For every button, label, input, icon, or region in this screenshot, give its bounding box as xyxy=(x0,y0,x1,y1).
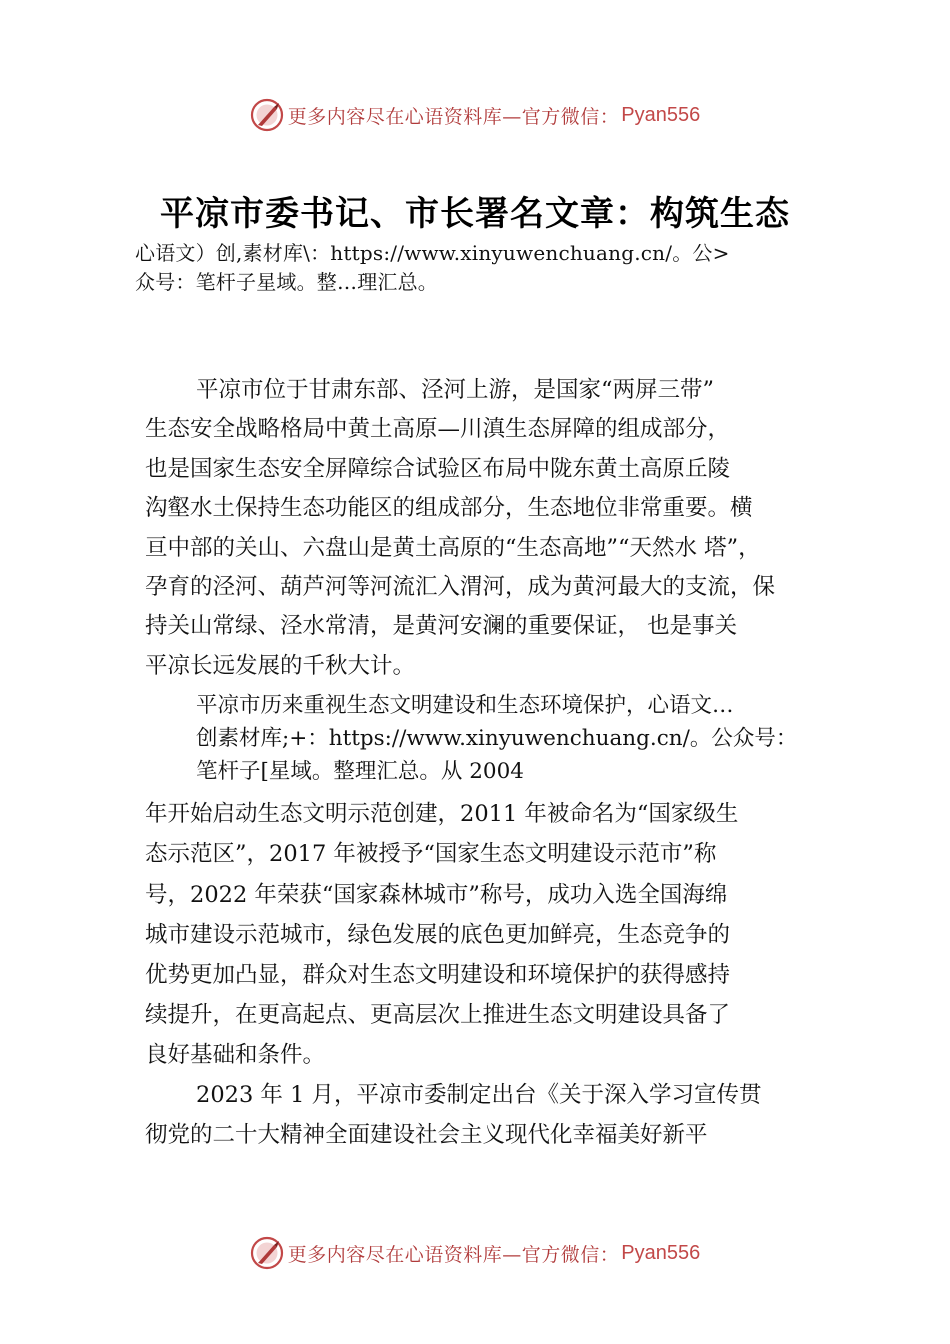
paragraph-line: 也是国家生态安全屏障综合试验区布局中陇东黄土高原丘陵 xyxy=(145,456,731,482)
watermark-line: 心语文）创,素材库\：https://www.xinyuwenchuang.cn/。公> xyxy=(135,241,730,265)
watermark-line: 平凉市历来重视生态文明建设和生态环境保护，心语文… xyxy=(196,693,734,718)
footer-banner xyxy=(0,1233,950,1273)
quill-logo-icon xyxy=(250,1236,284,1270)
paragraph-line: 孕育的泾河、葫芦河等河流汇入渭河，成为黄河最大的支流，保 xyxy=(145,574,776,600)
banner-text: 更多内容尽在心语资料库—官方微信： xyxy=(287,105,620,128)
paragraph-line: 持关山常绿、泾水常清，是黄河安澜的重要保证， 也是事关 xyxy=(145,613,738,639)
paragraph-line: 态示范区”，2017 年被授予“国家生态文明建设示范市”称 xyxy=(145,841,717,867)
paragraph-line: 沟壑水土保持生态功能区的组成部分，生态地位非常重要。横 xyxy=(145,495,753,521)
watermark-line: 创素材库;+：https://www.xinyuwenchuang.cn/。公众号： xyxy=(196,726,798,751)
paragraph-line: 良好基础和条件。 xyxy=(145,1042,326,1068)
article-title: 平凉市委书记、市长署名文章：构筑生态 xyxy=(160,194,790,234)
paragraph-line: 续提升，在更高起点、更高层次上推进生态文明建设具备了 xyxy=(145,1002,731,1028)
paragraph-line: 年开始启动生态文明示范创建，2011 年被命名为“国家级生 xyxy=(145,801,739,827)
quill-logo-icon xyxy=(250,98,284,132)
header-banner xyxy=(0,95,950,135)
wechat-id: Pyan556 xyxy=(621,103,701,126)
watermark-line: 众号：笔杆子星域。整…理汇总。 xyxy=(135,270,438,294)
wechat-id: Pyan556 xyxy=(621,1241,701,1264)
watermark-line: 笔杆子[星域。整理汇总。从 2004 xyxy=(196,759,524,784)
paragraph-line: 2023 年 1 月，平凉市委制定出台《关于深入学习宣传贯 xyxy=(196,1082,762,1108)
paragraph-line: 平凉长远发展的千秋大计。 xyxy=(145,653,416,679)
paragraph-line: 彻党的二十大精神全面建设社会主义现代化幸福美好新平 xyxy=(145,1122,708,1148)
banner-text: 更多内容尽在心语资料库—官方微信： xyxy=(287,1243,620,1266)
paragraph-line: 号，2022 年荣获“国家森林城市”称号，成功入选全国海绵 xyxy=(145,882,728,908)
paragraph-line: 生态安全战略格局中黄土高原—川滇生态屏障的组成部分， xyxy=(145,416,731,442)
paragraph-line: 城市建设示范城市，绿色发展的底色更加鲜亮，生态竞争的 xyxy=(145,922,731,948)
paragraph-line: 平凉市位于甘肃东部、泾河上游，是国家“两屏三带” xyxy=(196,377,715,403)
paragraph-line: 优势更加凸显，群众对生态文明建设和环境保护的获得感持 xyxy=(145,962,731,988)
paragraph-line: 亘中部的关山、六盘山是黄土高原的“生态高地”“天然水 塔”， xyxy=(145,535,761,561)
